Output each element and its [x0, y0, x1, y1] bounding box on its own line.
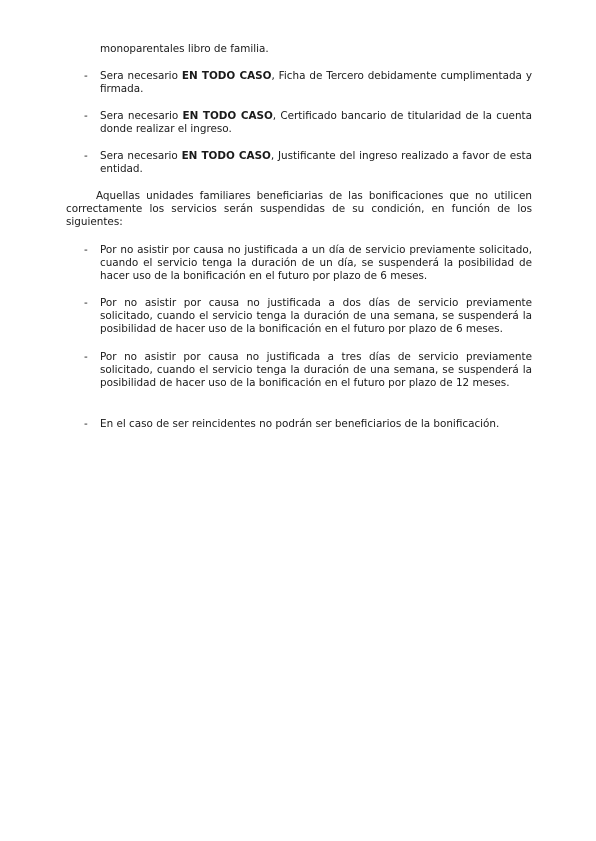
requirement-lead: Sera necesario — [100, 110, 183, 122]
requirement-item — [84, 110, 532, 136]
sanction-text: Por no asistir por causa no justificada a dos días de servicio previamente solicitado, cuando el servicio tenga la duración de una semana, se suspenderá la posibilidad de hacer uso de la bonificación en el futuro por plazo de 6 meses. — [100, 297, 532, 335]
sanction-text: En el caso de ser reincidentes no podrán ser beneficiarios de la bonificación. — [100, 418, 500, 430]
requirement-item — [84, 150, 532, 176]
list-dash: - — [84, 244, 88, 256]
list-dash: - — [84, 351, 88, 363]
list-dash: - — [84, 150, 88, 162]
list-dash: - — [84, 418, 88, 430]
requirement-emphasis: EN TODO CASO — [181, 150, 271, 162]
requirement-text — [100, 70, 532, 96]
suspension-paragraph: Aquellas unidades familiares beneficiarias de las bonificaciones que no utilicen correctamente los servicios serán suspendidas de su condición, en función de los siguientes: — [66, 190, 532, 228]
continuation-line: monoparentales libro de familia. — [100, 43, 269, 55]
requirement-detail: , Ficha de Tercero debidamente cumplimentada y firmada. — [100, 70, 532, 95]
sanction-text: Por no asistir por causa no justificada a tres días de servicio previamente solicitado, cuando el servicio tenga la duración de una semana, se suspenderá la posibilidad de hacer uso de la bonificación en el futuro por plazo de 12 meses. — [100, 351, 532, 389]
sanction-item — [84, 418, 532, 431]
sanction-text: Por no asistir por causa no justificada a un día de servicio previamente solicitado, cuando el servicio tenga la duración de un día, se suspenderá la posibilidad de hacer uso de la bonificación en el futuro por plazo de 6 meses. — [100, 244, 532, 282]
requirement-text — [100, 110, 532, 136]
requirement-emphasis: EN TODO CASO — [182, 110, 273, 122]
requirement-item — [84, 70, 532, 96]
requirement-detail: , Certificado bancario de titularidad de la cuenta donde realizar el ingreso. — [100, 110, 532, 135]
sanction-item — [84, 351, 532, 390]
sanction-item — [84, 297, 532, 336]
list-dash: - — [84, 110, 88, 122]
requirement-lead: Sera necesario — [100, 150, 182, 162]
requirement-emphasis: EN TODO CASO — [181, 70, 272, 82]
list-dash: - — [84, 70, 88, 82]
list-dash: - — [84, 297, 88, 309]
sanction-item — [84, 244, 532, 283]
requirement-detail: , Justificante del ingreso realizado a favor de esta entidad. — [100, 150, 532, 175]
requirement-text — [100, 150, 532, 176]
requirement-lead: Sera necesario — [100, 70, 182, 82]
